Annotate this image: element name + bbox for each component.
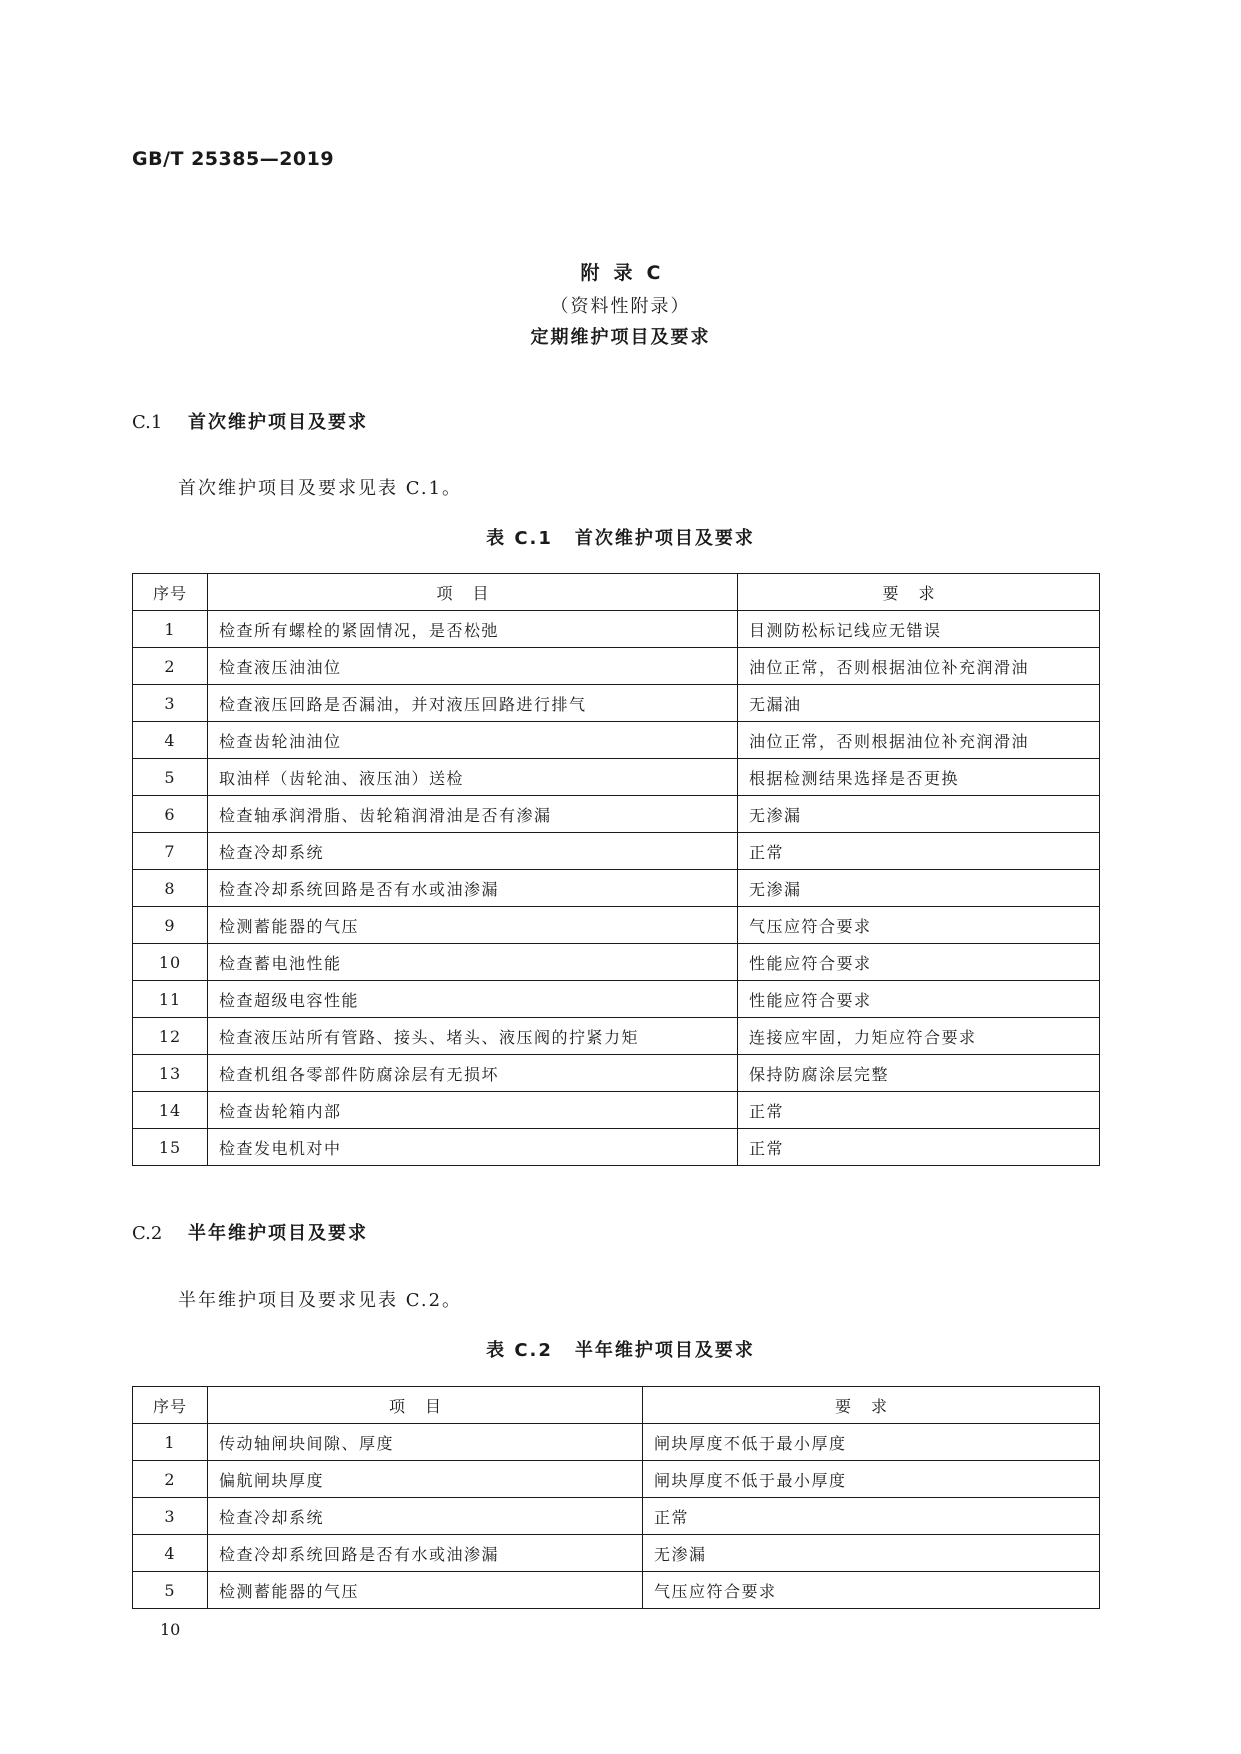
seq-cell: 1 (133, 1424, 208, 1461)
requirement-cell: 保持防腐涂层完整 (738, 1055, 1100, 1092)
header-item: 项目 (208, 1387, 643, 1424)
table-row (133, 1018, 1100, 1055)
table-row (133, 1424, 1100, 1461)
standard-code: GB/T 25385—2019 (132, 148, 335, 170)
table-row (133, 944, 1100, 981)
seq-cell: 3 (133, 1498, 208, 1535)
table-row (133, 1129, 1100, 1166)
item-cell: 检查齿轮油油位 (208, 722, 738, 759)
table-caption-c1 (0, 524, 1241, 550)
item-cell: 检查蓄电池性能 (208, 944, 738, 981)
table-row (133, 833, 1100, 870)
header-requirement: 要求 (643, 1387, 1100, 1424)
item-cell: 检查冷却系统回路是否有水或油渗漏 (208, 1535, 643, 1572)
seq-cell: 2 (133, 648, 208, 685)
section-paragraph-c1: 首次维护项目及要求见表 C.1。 (178, 478, 463, 499)
table-row (133, 759, 1100, 796)
seq-cell: 10 (133, 944, 208, 981)
section-heading-c2 (132, 1219, 368, 1245)
seq-cell: 15 (133, 1129, 208, 1166)
table-row (133, 1055, 1100, 1092)
appendix-title: 附录C (580, 262, 675, 284)
seq-cell: 5 (133, 759, 208, 796)
item-cell: 偏航闸块厚度 (208, 1461, 643, 1498)
table-row (133, 870, 1100, 907)
header-item: 项目 (208, 574, 738, 611)
header-requirement: 要求 (738, 574, 1100, 611)
seq-cell: 7 (133, 833, 208, 870)
item-cell: 检查冷却系统回路是否有水或油渗漏 (208, 870, 738, 907)
table-row (133, 611, 1100, 648)
requirement-cell: 无渗漏 (738, 796, 1100, 833)
table-caption-c2 (0, 1336, 1241, 1362)
item-cell: 检测蓄能器的气压 (208, 907, 738, 944)
section-heading-c1 (132, 408, 368, 434)
requirement-cell: 性能应符合要求 (738, 981, 1100, 1018)
section-title: 首次维护项目及要求 (188, 412, 368, 433)
seq-cell: 13 (133, 1055, 208, 1092)
page-number: 10 (160, 1620, 181, 1639)
requirement-cell: 正常 (738, 1129, 1100, 1166)
seq-cell: 4 (133, 722, 208, 759)
section-paragraph-c2: 半年维护项目及要求见表 C.2。 (178, 1290, 463, 1311)
table-header-row (133, 1387, 1100, 1424)
table-row (133, 907, 1100, 944)
section-title: 半年维护项目及要求 (188, 1223, 368, 1244)
requirement-cell: 无渗漏 (738, 870, 1100, 907)
item-cell: 取油样（齿轮油、液压油）送检 (208, 759, 738, 796)
table-row (133, 1461, 1100, 1498)
table-row (133, 1535, 1100, 1572)
header-seq: 序号 (133, 1387, 208, 1424)
item-cell: 检查超级电容性能 (208, 981, 738, 1018)
requirement-cell: 正常 (738, 1092, 1100, 1129)
seq-cell: 5 (133, 1572, 208, 1609)
item-cell: 检查齿轮箱内部 (208, 1092, 738, 1129)
table-row (133, 981, 1100, 1018)
table-row (133, 1498, 1100, 1535)
seq-cell: 6 (133, 796, 208, 833)
requirement-cell: 连接应牢固，力矩应符合要求 (738, 1018, 1100, 1055)
seq-cell: 12 (133, 1018, 208, 1055)
item-cell: 检查机组各零部件防腐涂层有无损坏 (208, 1055, 738, 1092)
appendix-subtitle: （资料性附录） (550, 296, 691, 317)
table-row (133, 796, 1100, 833)
requirement-cell: 正常 (738, 833, 1100, 870)
requirement-cell: 性能应符合要求 (738, 944, 1100, 981)
requirement-cell: 闸块厚度不低于最小厚度 (643, 1424, 1100, 1461)
seq-cell: 11 (133, 981, 208, 1018)
seq-cell: 1 (133, 611, 208, 648)
requirement-cell: 油位正常，否则根据油位补充润滑油 (738, 648, 1100, 685)
requirement-cell: 闸块厚度不低于最小厚度 (643, 1461, 1100, 1498)
item-cell: 检查所有螺栓的紧固情况，是否松弛 (208, 611, 738, 648)
maintenance-table-c1 (132, 573, 1100, 1166)
requirement-cell: 气压应符合要求 (738, 907, 1100, 944)
table-row (133, 648, 1100, 685)
requirement-cell: 无漏油 (738, 685, 1100, 722)
table-row (133, 685, 1100, 722)
table-title: 首次维护项目及要求 (574, 528, 755, 549)
requirement-cell: 气压应符合要求 (643, 1572, 1100, 1609)
seq-cell: 4 (133, 1535, 208, 1572)
item-cell: 检查冷却系统 (208, 833, 738, 870)
item-cell: 检查发电机对中 (208, 1129, 738, 1166)
table-row (133, 1092, 1100, 1129)
item-cell: 检查轴承润滑脂、齿轮箱润滑油是否有渗漏 (208, 796, 738, 833)
item-cell: 传动轴闸块间隙、厚度 (208, 1424, 643, 1461)
seq-cell: 9 (133, 907, 208, 944)
maintenance-table-c2 (132, 1386, 1100, 1609)
table-row (133, 722, 1100, 759)
table-title: 半年维护项目及要求 (574, 1340, 755, 1361)
seq-cell: 14 (133, 1092, 208, 1129)
table-row (133, 1572, 1100, 1609)
section-number: C.1 (132, 412, 163, 433)
item-cell: 检查液压油油位 (208, 648, 738, 685)
table-header-row (133, 574, 1100, 611)
appendix-name: 定期维护项目及要求 (530, 327, 711, 348)
header-seq: 序号 (133, 574, 208, 611)
requirement-cell: 根据检测结果选择是否更换 (738, 759, 1100, 796)
seq-cell: 3 (133, 685, 208, 722)
table-number: 表 C.2 (486, 1340, 553, 1361)
requirement-cell: 目测防松标记线应无错误 (738, 611, 1100, 648)
item-cell: 检查液压站所有管路、接头、堵头、液压阀的拧紧力矩 (208, 1018, 738, 1055)
section-number: C.2 (132, 1223, 163, 1244)
requirement-cell: 正常 (643, 1498, 1100, 1535)
requirement-cell: 无渗漏 (643, 1535, 1100, 1572)
requirement-cell: 油位正常，否则根据油位补充润滑油 (738, 722, 1100, 759)
item-cell: 检测蓄能器的气压 (208, 1572, 643, 1609)
item-cell: 检查冷却系统 (208, 1498, 643, 1535)
item-cell: 检查液压回路是否漏油，并对液压回路进行排气 (208, 685, 738, 722)
seq-cell: 8 (133, 870, 208, 907)
seq-cell: 2 (133, 1461, 208, 1498)
table-number: 表 C.1 (486, 528, 553, 549)
